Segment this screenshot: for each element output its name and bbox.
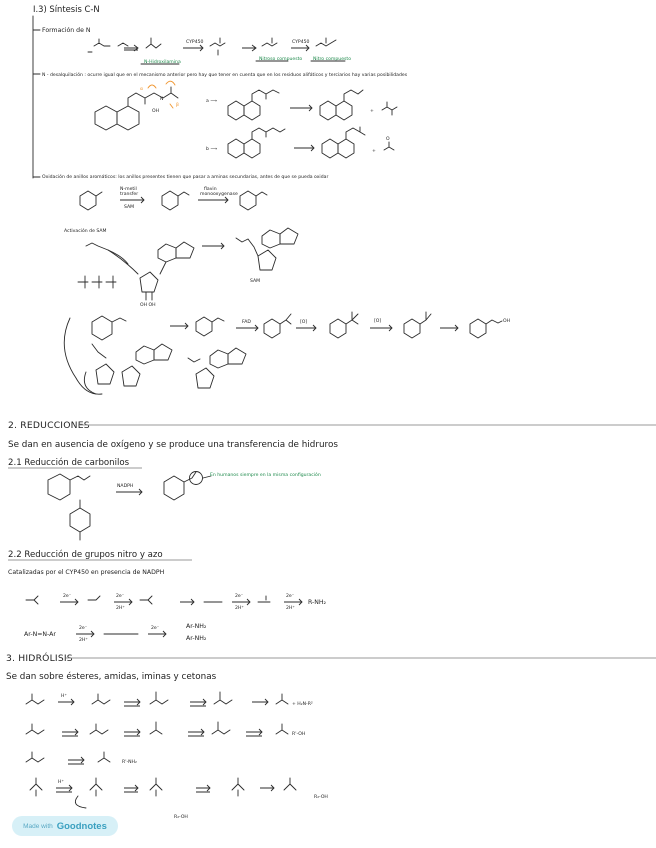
svg-text:flavin: flavin [204,187,217,192]
naphthyl-ether-structure [95,81,179,130]
hydrolysis-label-amine: R'-NH₂ [122,760,137,765]
proton-2: 2H⁺ [235,606,244,611]
azo-product-2: Ar-NH₂ [186,635,207,642]
svg-text:+: + [370,109,374,114]
label-hydroxylamine: N-Hidroxilamina [144,60,181,65]
svg-text:b ⟶: b ⟶ [206,147,217,152]
hydrolysis-mechanisms [26,692,328,820]
branch-c-label: Oxidación de anillos aromáticos: los anillos presentes tienen que pasar a aminas secundarias, antes de que se pueda oxidar [42,175,329,180]
section-1-title: I.3) Síntesis C-N [33,4,100,14]
svg-text:monooxygenase: monooxygenase [200,192,238,197]
proton-3: 2H⁺ [286,606,295,611]
section-2-intro: Se dan en ausencia de oxígeno y se produce una transferencia de hidruros [8,440,338,450]
nitro-step-4: 2e⁻ [286,594,295,599]
reagent-a-2: CYP450 [292,40,310,45]
sam-reagent: SAM [124,205,135,210]
badge-prefix: Made with [23,822,53,830]
label-nitro: Nitro compuesto [313,57,352,62]
section-1-bracket [33,16,40,178]
reagent-oxo-2: [O] [374,319,382,324]
hydrolysis-label-h-2: H⁺ [58,780,64,785]
aromatic-methylation-row [80,186,267,210]
nitro-step-2: 2e⁻ [116,594,125,599]
svg-text:+: + [372,149,376,154]
nitro-step-1: 2e⁻ [63,594,72,599]
label-nitroso: Nitroso compuesto [259,57,303,62]
azo-product-1: Ar-NH₂ [186,623,207,630]
svg-text:OH OH: OH OH [140,303,156,308]
nitro-step-3: 2e⁻ [235,594,244,599]
section-3-intro: Se dan sobre ésteres, amidas, iminas y cetonas [6,672,217,682]
hydrolysis-label-roh-1: R'-OH [292,732,306,737]
badge-brand: Goodnotes [56,820,107,832]
azo-step-2: 2e⁻ [151,626,160,631]
carbonyl-reduction [48,472,211,541]
dealkylation-pathways [206,90,397,158]
section-2-title: 2. REDUCCIONES [8,420,90,431]
reaction-a-row [88,38,336,55]
svg-text:+ H₂N-R²: + H₂N-R² [292,702,313,707]
azo-reactant: Ar-N=N-Ar [24,631,56,638]
reagent-oxo-1: [O] [300,320,308,325]
branch-b-label: N - desalquilación : ocurre igual que en el mecanismo anterior pero hay que tener en cuenta que en los residuos alifáticos y terciarios hay varias posibilidades [42,73,408,78]
svg-text:α: α [140,87,144,92]
section-2-1-title: 2.1 Reducción de carbonilos [8,458,130,468]
reagent-nadph: NADPH [117,484,134,489]
reagent-fad: FAD [242,320,251,325]
svg-text:OH: OH [503,319,511,324]
proton-4: 2H⁺ [79,638,88,643]
svg-text:N-metil: N-metil [120,187,137,192]
activation-label: Activación de SAM [64,229,107,234]
azo-reduction-row [24,623,207,643]
nitro-product: R-NH₂ [308,599,327,606]
sam-activation [78,228,298,308]
aromatic-oxidation-cycle [64,312,510,394]
svg-text:a ⟶: a ⟶ [206,99,217,104]
branch-a-label: Formación de N [42,27,91,34]
svg-text:transfer: transfer [120,192,139,197]
svg-text:N: N [160,97,164,102]
hydrolysis-label-r2oh-1: R₂-OH [174,815,188,820]
azo-step-1: 2e⁻ [79,626,88,631]
svg-text:β: β [176,103,179,108]
section-3-title: 3. HIDRÓLISIS [6,653,73,664]
carbonyl-note: En humanos siempre en la misma configuración [210,473,321,478]
svg-text:OH: OH [152,109,160,114]
section-2-2-intro: Catalizadas por el CYP450 en presencia de NADPH [8,569,165,576]
svg-text:O: O [386,137,390,142]
sam-product-label: SAM [250,279,261,284]
reagent-a-1: CYP450 [186,40,204,45]
section-2-2-title: 2.2 Reducción de grupos nitro y azo [8,550,163,560]
goodnotes-badge [12,816,118,836]
nitro-reduction-row [26,593,327,611]
proton-1: 2H⁺ [116,606,125,611]
hydrolysis-label-h: H⁺ [61,694,67,699]
hydrolysis-label-r2oh-2: R₂-OH [314,795,328,800]
